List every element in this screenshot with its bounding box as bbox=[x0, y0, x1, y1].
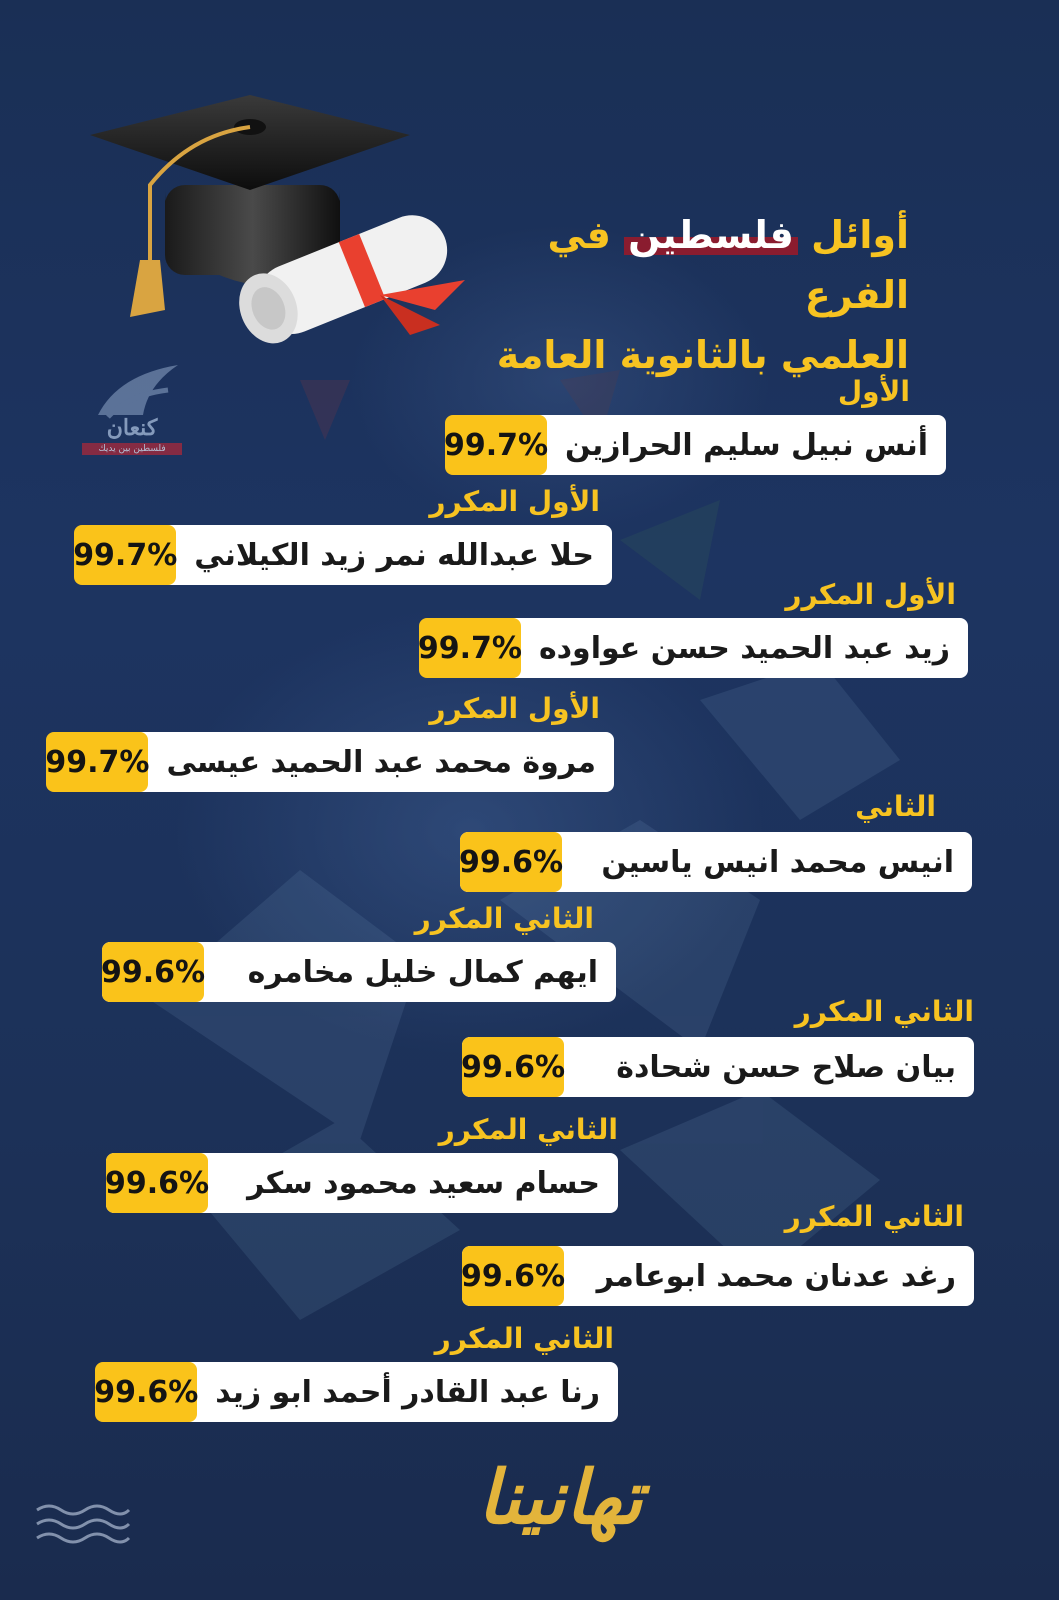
student-name: حسام سعيد محمود سكر bbox=[247, 1165, 600, 1201]
student-card bbox=[45, 732, 614, 792]
student-entry bbox=[462, 995, 974, 1095]
student-entry bbox=[94, 1322, 618, 1422]
page-title bbox=[489, 205, 909, 385]
logo-tagline: فلسطين بين يديك bbox=[82, 443, 182, 455]
congrats-calligraphy: تهانينا bbox=[477, 1455, 643, 1541]
student-name: أنس نبيل سليم الحرازين bbox=[565, 427, 928, 463]
student-card bbox=[460, 832, 972, 892]
score-badge: 99.6% bbox=[462, 1037, 564, 1097]
student-name: ايهم كمال خليل مخامره bbox=[247, 954, 598, 990]
score-badge: 99.6% bbox=[460, 832, 562, 892]
score-badge: 99.7% bbox=[445, 415, 547, 475]
student-entry bbox=[462, 1200, 974, 1300]
rank-label: الثاني bbox=[855, 790, 936, 823]
student-entry bbox=[417, 578, 968, 678]
student-entry bbox=[460, 790, 972, 890]
student-card bbox=[417, 618, 968, 678]
rank-label: الثاني المكرر bbox=[794, 995, 974, 1028]
student-card bbox=[462, 1246, 974, 1306]
title-highlight: فلسطين bbox=[624, 213, 798, 257]
score-badge: 99.7% bbox=[46, 732, 148, 792]
watermark-logo bbox=[82, 415, 182, 455]
rank-label: الأول bbox=[837, 375, 910, 408]
score-badge: 99.6% bbox=[462, 1246, 564, 1306]
student-name: رغد عدنان محمد ابوعامر bbox=[596, 1258, 956, 1294]
student-card bbox=[73, 525, 612, 585]
rank-label: الأول المكرر bbox=[429, 692, 600, 725]
score-badge: 99.6% bbox=[102, 942, 204, 1002]
rank-label: الثاني المكرر bbox=[414, 902, 594, 935]
rank-label: الثاني المكرر bbox=[438, 1113, 618, 1146]
rank-label: الأول المكرر bbox=[785, 578, 956, 611]
student-entry bbox=[102, 902, 616, 1002]
student-card bbox=[462, 1037, 974, 1097]
student-entry bbox=[45, 692, 614, 792]
score-badge: 99.6% bbox=[106, 1153, 208, 1213]
score-badge: 99.6% bbox=[95, 1362, 197, 1422]
student-card bbox=[102, 942, 616, 1002]
rank-label: الأول المكرر bbox=[429, 485, 600, 518]
score-badge: 99.7% bbox=[74, 525, 176, 585]
student-entry bbox=[443, 375, 968, 475]
diploma-scroll-icon bbox=[230, 185, 470, 355]
student-name: مروة محمد عبد الحميد عيسى bbox=[166, 744, 596, 780]
student-name: حلا عبدالله نمر زيد الكيلاني bbox=[194, 537, 594, 573]
title-line-1 bbox=[489, 205, 909, 325]
logo-name: كنعان bbox=[106, 415, 158, 441]
waves-icon bbox=[35, 1500, 130, 1550]
student-card bbox=[443, 415, 946, 475]
title-word: أوائل bbox=[811, 213, 909, 257]
student-entry bbox=[106, 1113, 618, 1213]
student-name: رنا عبد القادر أحمد ابو زيد bbox=[215, 1374, 600, 1410]
rank-label: الثاني المكرر bbox=[784, 1200, 964, 1233]
student-card bbox=[94, 1362, 618, 1422]
student-name: بيان صلاح حسن شحادة bbox=[616, 1049, 956, 1085]
score-badge: 99.7% bbox=[419, 618, 521, 678]
student-name: زيد عبد الحميد حسن عواوده bbox=[538, 630, 950, 666]
title-word: في الفرع bbox=[547, 213, 909, 317]
student-name: انيس محمد انيس ياسين bbox=[601, 844, 954, 880]
student-entry bbox=[73, 485, 612, 585]
title-line-2: العلمي بالثانوية العامة bbox=[496, 333, 909, 377]
rank-label: الثاني المكرر bbox=[434, 1322, 614, 1355]
